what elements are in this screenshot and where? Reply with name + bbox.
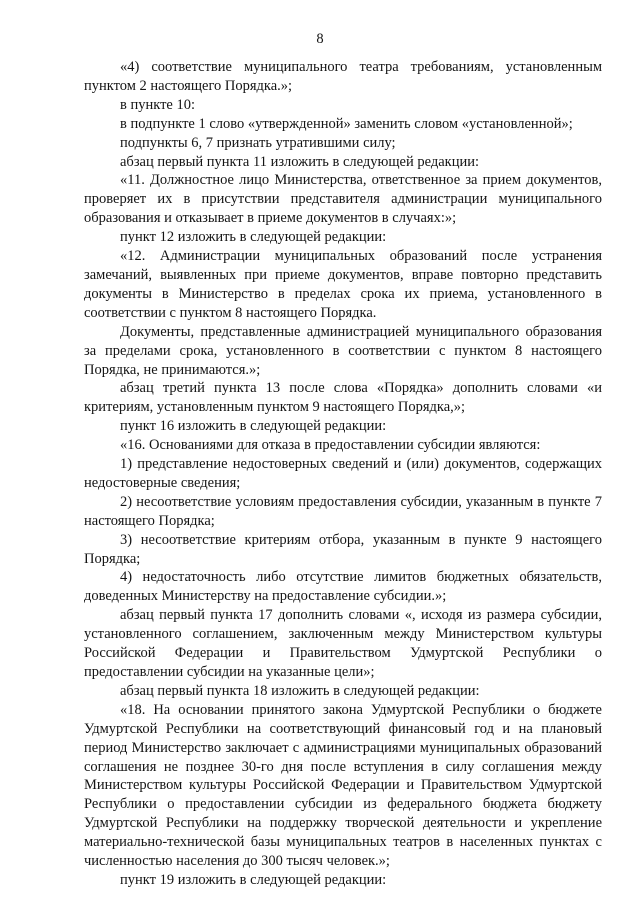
- paragraph: 1) представление недостоверных сведений и (или) документов, содержащих недостоверные сведения;: [84, 456, 602, 491]
- paragraph: пункт 19 изложить в следующей редакции:: [120, 871, 387, 888]
- document-body: [84, 58, 602, 890]
- paragraph: в подпункте 1 слово «утвержденной» заменить словом «установленной»;: [120, 115, 573, 132]
- page-number: 8: [316, 31, 324, 47]
- paragraph: 2) несоответствие условиям предоставления субсидии, указанным в пункте 7 настоящего Порядка;: [84, 493, 602, 529]
- paragraph: абзац первый пункта 17 дополнить словами «, исходя из размера субсидии, установленного соглашением, заключенным между Министерством культуры Российской Федерации и Правительством Удмуртской Республики о предоставлении субсидии на указанные цели»;: [84, 607, 602, 680]
- paragraph: «4) соответствие муниципального театра требованиям, установленным пунктом 2 настоящего Порядка.»;: [84, 59, 602, 94]
- paragraph: пункт 12 изложить в следующей редакции:: [120, 229, 387, 246]
- paragraph: 3) несоответствие критериям отбора, указанным в пункте 9 настоящего Порядка;: [84, 531, 602, 567]
- paragraph: абзац третий пункта 13 после слова «Порядка» дополнить словами «и критериям, установленным пунктом 9 настоящего Порядка,»;: [84, 380, 602, 416]
- paragraph: «11. Должностное лицо Министерства, ответственное за прием документов, проверяет их в присутствии представителя администрации муниципального образования и отказывает в приеме документов в случаях:»;: [84, 172, 602, 227]
- paragraph: 4) недостаточность либо отсутствие лимитов бюджетных обязательств, доведенных Министерству на предоставление субсидии.»;: [84, 569, 602, 605]
- paragraph: «18. На основании принятого закона Удмуртской Республики о бюджете Удмуртской Республики на соответствующий финансовый год и на плановый период Министерство заключает с администрациями муниципальных образований соглашения не позднее 30-го дня после вступления в силу соглашения между Министерством культуры Российской Федерации и Правительством Удмуртской Республики о предоставлении субсидии из федерального бюджета бюджету Удмуртской Республики на поддержку творческой деятельности и укрепление материально-технической базы муниципальных театров в населенных пунктах с численностью населения до 300 тысяч человек.»;: [84, 701, 602, 870]
- paragraph: «12. Администрации муниципальных образований после устранения замечаний, выявленных при приеме документов, вправе повторно представить документы в Министерство в пределах срока их приема, установленного в соответствии с пунктом 8 настоящего Порядка.: [84, 248, 602, 321]
- paragraph: пункт 16 изложить в следующей редакции:: [120, 418, 387, 435]
- paragraph: абзац первый пункта 11 изложить в следующей редакции:: [120, 153, 480, 170]
- paragraph: «16. Основаниями для отказа в предоставлении субсидии являются:: [120, 437, 541, 454]
- paragraph: подпункты 6, 7 признать утратившими силу;: [120, 134, 396, 151]
- paragraph: в пункте 10:: [120, 96, 196, 113]
- paragraph: абзац первый пункта 18 изложить в следующей редакции:: [120, 682, 480, 699]
- paragraph: Документы, представленные администрацией муниципального образования за пределами срока, установленного в соответствии с пунктом 8 настоящего Порядка, не принимаются.»;: [84, 323, 602, 378]
